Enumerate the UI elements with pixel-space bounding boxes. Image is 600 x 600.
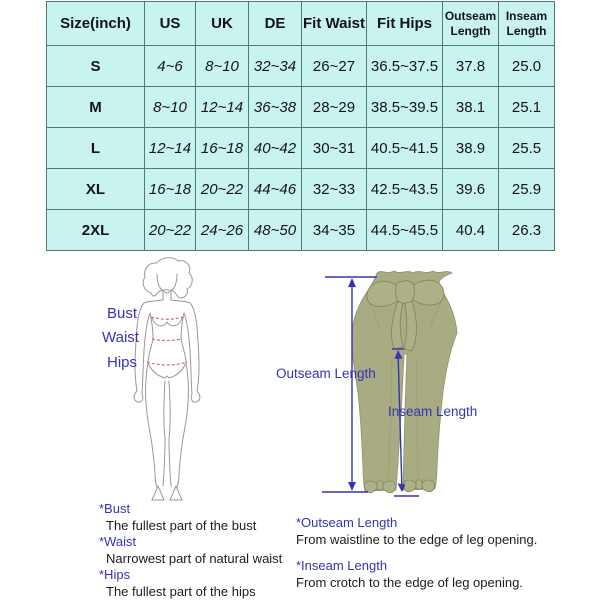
column-header-outseam-length: Outseam Length (443, 2, 499, 46)
waist-term: *Waist (99, 534, 137, 549)
size-cell: 40~42 (249, 128, 302, 169)
size-cell: 4~6 (145, 46, 196, 87)
size-table-header (47, 2, 555, 46)
size-cell: 38.5~39.5 (367, 87, 443, 128)
body-measurement-figure (95, 255, 245, 505)
column-header-size: Size(inch) (47, 2, 145, 46)
size-cell: 38.9 (443, 128, 499, 169)
size-cell: 2XL (47, 210, 145, 251)
size-cell: 34~35 (302, 210, 367, 251)
bust-label: Bust (107, 305, 138, 322)
waist-label: Waist (102, 329, 139, 346)
woman-outline-icon (134, 258, 200, 500)
size-cell: 48~50 (249, 210, 302, 251)
size-table-body (47, 46, 555, 251)
column-header-us: US (145, 2, 196, 46)
size-cell: 8~10 (145, 87, 196, 128)
inseam-desc: From crotch to the edge of leg opening. (296, 575, 523, 590)
outseam-term: *Outseam Length (296, 515, 398, 530)
size-cell: 37.8 (443, 46, 499, 87)
size-row-XL (47, 169, 555, 210)
hips-line (147, 362, 187, 365)
hips-desc: The fullest part of the hips (106, 583, 256, 599)
column-header-fit-hips: Fit Hips (367, 2, 443, 46)
bust-term: *Bust (99, 501, 131, 516)
size-cell: 32~34 (249, 46, 302, 87)
outseam-length-label: Outseam Length (276, 366, 376, 381)
bust-line (151, 317, 183, 319)
size-cell: 28~29 (302, 87, 367, 128)
column-header-de: DE (249, 2, 302, 46)
header-row (47, 2, 555, 46)
size-cell: 26.3 (499, 210, 555, 251)
size-cell: 25.5 (499, 128, 555, 169)
hips-term: *Hips (99, 567, 131, 582)
waist-desc: Narrowest part of natural waist (106, 550, 283, 566)
size-cell: 25.1 (499, 87, 555, 128)
size-cell: 20~22 (145, 210, 196, 251)
waist-line (152, 339, 182, 341)
size-cell: 24~26 (196, 210, 249, 251)
column-header-fit-waist: Fit Waist (302, 2, 367, 46)
size-cell: 42.5~43.5 (367, 169, 443, 210)
size-cell: 12~14 (145, 128, 196, 169)
size-cell: 12~14 (196, 87, 249, 128)
size-row-M (47, 87, 555, 128)
size-cell: 25.9 (499, 169, 555, 210)
size-cell: 32~33 (302, 169, 367, 210)
size-cell: M (47, 87, 145, 128)
pants-figure (300, 258, 480, 508)
pants-measurement-definitions (296, 514, 537, 591)
size-cell: 25.0 (499, 46, 555, 87)
size-cell: 8~10 (196, 46, 249, 87)
size-cell: 40.4 (443, 210, 499, 251)
size-cell: L (47, 128, 145, 169)
outseam-desc: From waistline to the edge of leg opening. (296, 532, 538, 547)
pants-icon (352, 271, 457, 493)
size-cell: 16~18 (145, 169, 196, 210)
inseam-length-label: Inseam Length (388, 404, 478, 419)
size-cell: 44~46 (249, 169, 302, 210)
size-row-2XL (47, 210, 555, 251)
size-cell: 16~18 (196, 128, 249, 169)
body-measurement-definitions (99, 501, 282, 600)
size-cell: XL (47, 169, 145, 210)
size-row-L (47, 128, 555, 169)
inseam-term: *Inseam Length (296, 558, 388, 573)
size-cell: 39.6 (443, 169, 499, 210)
bust-desc: The fullest part of the bust (106, 517, 257, 533)
size-cell: S (47, 46, 145, 87)
size-cell: 40.5~41.5 (367, 128, 443, 169)
size-cell: 36~38 (249, 87, 302, 128)
size-cell: 36.5~37.5 (367, 46, 443, 87)
size-cell: 38.1 (443, 87, 499, 128)
size-cell: 20~22 (196, 169, 249, 210)
size-cell: 26~27 (302, 46, 367, 87)
size-table (46, 1, 555, 251)
size-cell: 44.5~45.5 (367, 210, 443, 251)
hips-label: Hips (107, 354, 138, 371)
size-cell: 30~31 (302, 128, 367, 169)
size-row-S (47, 46, 555, 87)
column-header-inseam-length: Inseam Length (499, 2, 555, 46)
column-header-uk: UK (196, 2, 249, 46)
